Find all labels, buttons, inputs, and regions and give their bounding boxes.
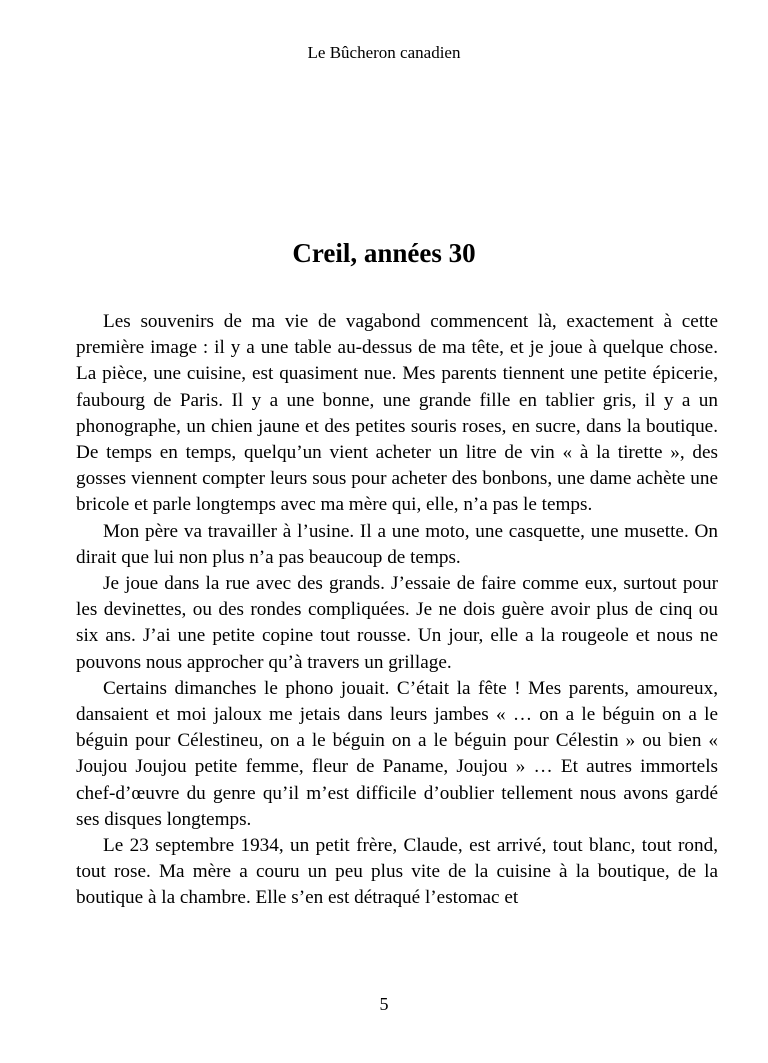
chapter-title: Creil, années 30 bbox=[292, 238, 476, 268]
paragraph: Je joue dans la rue avec des grands. J’essaie de faire comme eux, surtout pour les devinettes, ou des rondes compliquées. Je ne dois guère avoir plus de cinq ou six ans. J’ai une petite copine tout rousse. Un jour, elle a la rougeole et nous ne pouvons nous approcher qu’à travers un grillage. bbox=[76, 573, 718, 673]
paragraph: Mon père va travailler à l’usine. Il a une moto, une casquette, une musette. On dirait que lui non plus n’a pas beaucoup de temps. bbox=[76, 520, 718, 568]
running-header: Le Bûcheron canadien bbox=[307, 43, 461, 62]
paragraph: Le 23 septembre 1934, un petit frère, Claude, est arrivé, tout blanc, tout rond, tout rose. Ma mère a couru un peu plus vite de la cuisine à la boutique, de la boutique à la chambre. Elle s’en est détraqué l’estomac et bbox=[76, 835, 718, 909]
page-number: 5 bbox=[379, 994, 389, 1014]
paragraph: Les souvenirs de ma vie de vagabond commencent là, exactement à cette première image : il y a une table au-dessus de ma tête, et je joue à quelque chose. La pièce, une cuisine, est quasiment nue. Mes parents tiennent une petite épicerie, faubourg de Paris. Il y a une bonne, une grande fille en tablier gris, il y a un phonographe, un chien jaune et des petites souris roses, en sucre, dans la boutique. De temps en temps, quelqu’un vient acheter un litre de vin « à la tirette », des gosses viennent compter leurs sous pour acheter des bonbons, une dame achète une bricole et parle longtemps avec ma mère qui, elle, n’a pas le temps. bbox=[76, 311, 718, 516]
body-text bbox=[76, 309, 718, 912]
paragraph: Certains dimanches le phono jouait. C’était la fête ! Mes parents, amoureux, dansaient et moi jaloux me jetais dans leurs jambes « … on a le béguin on a le béguin pour Célestineu, on a le béguin on a le béguin pour Célestin » ou bien « Joujou Joujou petite femme, fleur de Paname, Joujou » … Et autres immortels chef-d’œuvre du genre qu’il m’est difficile d’oublier tellement nous avons gardé ses disques longtemps. bbox=[76, 677, 718, 830]
